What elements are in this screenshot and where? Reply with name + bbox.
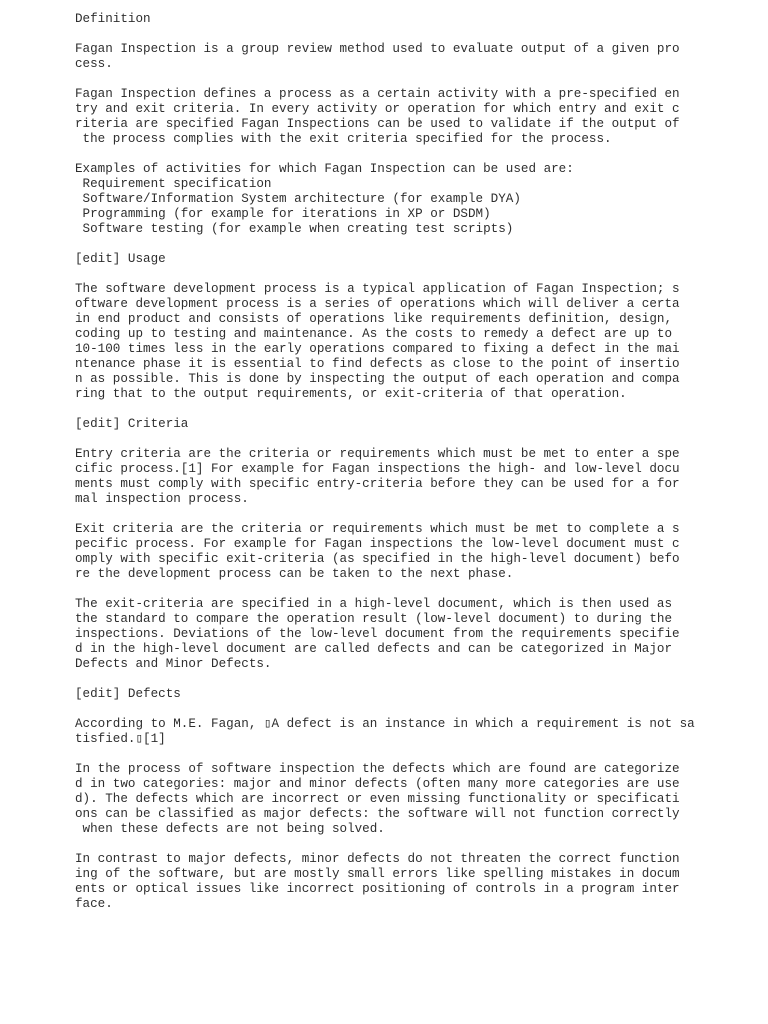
- section-heading: [75, 252, 755, 267]
- text-line: oftware development process is a series of operations which will deliver a certa: [75, 297, 680, 311]
- text-line: in end product and consists of operations like requirements definition, design,: [75, 312, 673, 326]
- text-line: Requirement specification: [75, 177, 272, 191]
- text-line: omply with specific exit-criteria (as specified in the high-level document) befo: [75, 552, 680, 566]
- paragraph-spacer: [75, 267, 755, 282]
- text-line: ents or optical issues like incorrect positioning of controls in a program inter: [75, 882, 680, 896]
- section-heading: [75, 12, 755, 27]
- paragraph: [75, 597, 755, 672]
- text-line: pecific process. For example for Fagan inspections the low-level document must c: [75, 537, 680, 551]
- section-heading: [75, 687, 755, 702]
- text-line: mal inspection process.: [75, 492, 249, 506]
- text-line: inspections. Deviations of the low-level document from the requirements specifie: [75, 627, 680, 641]
- paragraph: [75, 42, 755, 72]
- paragraph: [75, 522, 755, 582]
- text-line: Examples of activities for which Fagan Inspection can be used are:: [75, 162, 574, 176]
- paragraph: [75, 762, 755, 837]
- text-line: Defects and Minor Defects.: [75, 657, 272, 671]
- heading-text: [edit] Usage: [75, 252, 166, 266]
- text-line: n as possible. This is done by inspecting the output of each operation and compa: [75, 372, 680, 386]
- paragraph: [75, 162, 755, 237]
- paragraph-spacer: [75, 747, 755, 762]
- paragraph: [75, 852, 755, 912]
- text-line: face.: [75, 897, 113, 911]
- text-line: cific process.[1] For example for Fagan inspections the high- and low-level docu: [75, 462, 680, 476]
- text-line: ing of the software, but are mostly small errors like spelling mistakes in docum: [75, 867, 680, 881]
- text-line: ments must comply with specific entry-criteria before they can be used for a for: [75, 477, 680, 491]
- text-line: d in two categories: major and minor defects (often many more categories are use: [75, 777, 680, 791]
- text-line: The software development process is a typical application of Fagan Inspection; s: [75, 282, 680, 296]
- paragraph-spacer: [75, 432, 755, 447]
- paragraph-spacer: [75, 837, 755, 852]
- section-heading: [75, 417, 755, 432]
- document-body: [75, 12, 755, 912]
- text-line: re the development process can be taken to the next phase.: [75, 567, 514, 581]
- text-line: Exit criteria are the criteria or requirements which must be met to complete a s: [75, 522, 680, 536]
- paragraph: [75, 282, 755, 402]
- text-line: cess.: [75, 57, 113, 71]
- heading-text: [edit] Defects: [75, 687, 181, 701]
- text-line: In contrast to major defects, minor defects do not threaten the correct function: [75, 852, 680, 866]
- text-line: Fagan Inspection defines a process as a certain activity with a pre-specified en: [75, 87, 680, 101]
- paragraph-spacer: [75, 672, 755, 687]
- text-line: tisfied.▯[1]: [75, 732, 166, 746]
- paragraph-spacer: [75, 27, 755, 42]
- text-line: the standard to compare the operation result (low-level document) to during the: [75, 612, 673, 626]
- paragraph-spacer: [75, 582, 755, 597]
- paragraph: [75, 87, 755, 147]
- text-line: d). The defects which are incorrect or even missing functionality or specificati: [75, 792, 680, 806]
- text-line: The exit-criteria are specified in a high-level document, which is then used as: [75, 597, 673, 611]
- text-line: ons can be classified as major defects: the software will not function correctly: [75, 807, 680, 821]
- text-line: try and exit criteria. In every activity or operation for which entry and exit c: [75, 102, 680, 116]
- text-line: ring that to the output requirements, or exit-criteria of that operation.: [75, 387, 627, 401]
- text-line: riteria are specified Fagan Inspections can be used to validate if the output of: [75, 117, 680, 131]
- paragraph-spacer: [75, 237, 755, 252]
- paragraph-spacer: [75, 702, 755, 717]
- paragraph-spacer: [75, 402, 755, 417]
- text-line: when these defects are not being solved.: [75, 822, 385, 836]
- heading-text: Definition: [75, 12, 151, 26]
- paragraph-spacer: [75, 507, 755, 522]
- text-line: In the process of software inspection the defects which are found are categorize: [75, 762, 680, 776]
- paragraph: [75, 447, 755, 507]
- text-line: d in the high-level document are called defects and can be categorized in Major: [75, 642, 673, 656]
- text-line: According to M.E. Fagan, ▯A defect is an instance in which a requirement is not sa: [75, 717, 695, 731]
- paragraph-spacer: [75, 147, 755, 162]
- paragraph-spacer: [75, 72, 755, 87]
- text-line: Programming (for example for iterations in XP or DSDM): [75, 207, 491, 221]
- text-line: Software/Information System architecture (for example DYA): [75, 192, 521, 206]
- text-line: Fagan Inspection is a group review method used to evaluate output of a given pro: [75, 42, 680, 56]
- text-line: Entry criteria are the criteria or requirements which must be met to enter a spe: [75, 447, 680, 461]
- text-line: coding up to testing and maintenance. As the costs to remedy a defect are up to: [75, 327, 673, 341]
- text-line: 10-100 times less in the early operations compared to fixing a defect in the mai: [75, 342, 680, 356]
- text-line: ntenance phase it is essential to find defects as close to the point of insertio: [75, 357, 680, 371]
- text-line: Software testing (for example when creating test scripts): [75, 222, 514, 236]
- heading-text: [edit] Criteria: [75, 417, 189, 431]
- paragraph: [75, 717, 755, 747]
- text-line: the process complies with the exit criteria specified for the process.: [75, 132, 612, 146]
